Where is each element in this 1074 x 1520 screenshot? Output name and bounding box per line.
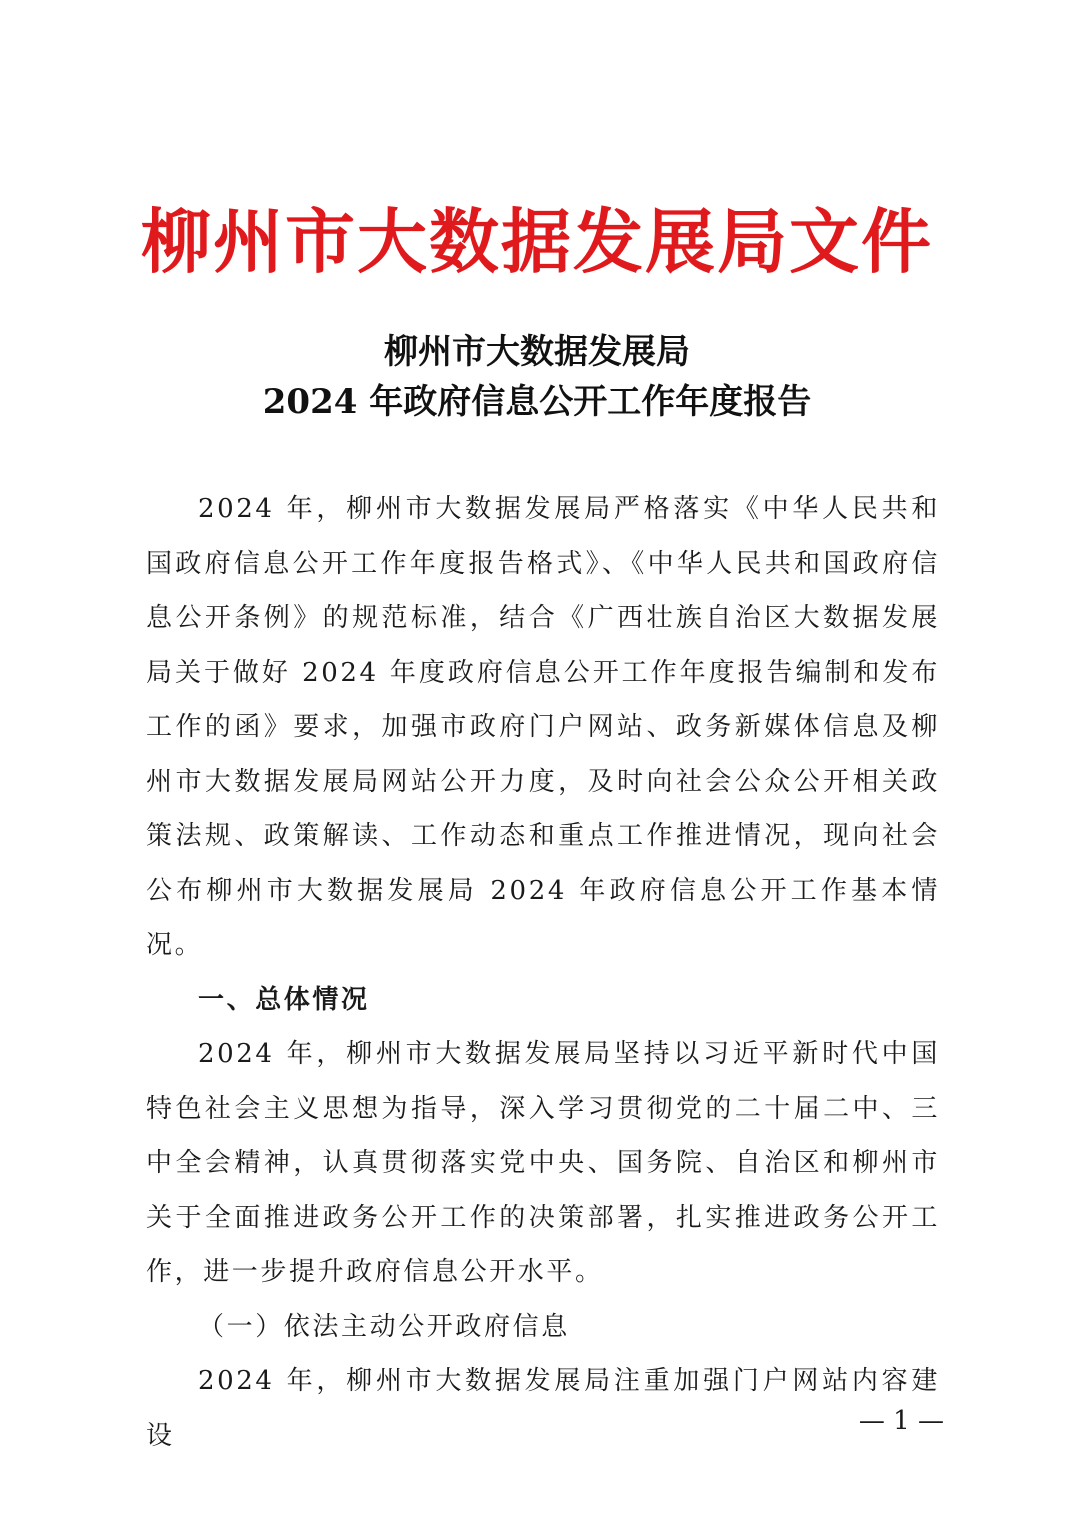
intro-paragraph: 2024 年，柳州市大数据发展局严格落实《中华人民共和国政府信息公开工作年度报告格式》、《中华人民共和国政府信息公开条例》的规范标准，结合《广西壮族自治区大数据发展局关于做好 2024 年度政府信息公开工作年度报告编制和发布工作的函》要求，加强市政府门户网站、政务新媒体信息及柳州市大数据发展局网站公开力度，及时向社会公众公开相关政策法规、政策解读、工作动态和重点工作推进情况，现向社会公布柳州市大数据发展局 2024 年政府信息公开工作基本情况。 bbox=[146, 494, 940, 960]
overview-paragraph: 2024 年，柳州市大数据发展局坚持以习近平新时代中国特色社会主义思想为指导，深入学习贯彻党的二十届二中、三中全会精神，认真贯彻落实党中央、国务院、自治区和柳州市关于全面推进政务公开工作的决策部署，扎实推进政务公开工作，进一步提升政府信息公开水平。 bbox=[146, 1039, 940, 1287]
subsection-heading-proactive-disclosure: （一）依法主动公开政府信息 bbox=[198, 1311, 570, 1342]
issuer-header: 柳州市大数据发展局文件 bbox=[141, 200, 933, 283]
document-body bbox=[146, 482, 940, 1463]
page-number: — 1 — bbox=[858, 1406, 944, 1436]
report-title bbox=[0, 327, 1074, 427]
proactive-disclosure-paragraph: 2024 年，柳州市大数据发展局注重加强门户网站内容建设 bbox=[146, 1366, 940, 1451]
report-title-line-2: 2024 年政府信息公开工作年度报告 bbox=[262, 382, 812, 422]
section-heading-overview: 一、总体情况 bbox=[198, 984, 370, 1015]
report-title-line-1: 柳州市大数据发展局 bbox=[384, 332, 690, 372]
